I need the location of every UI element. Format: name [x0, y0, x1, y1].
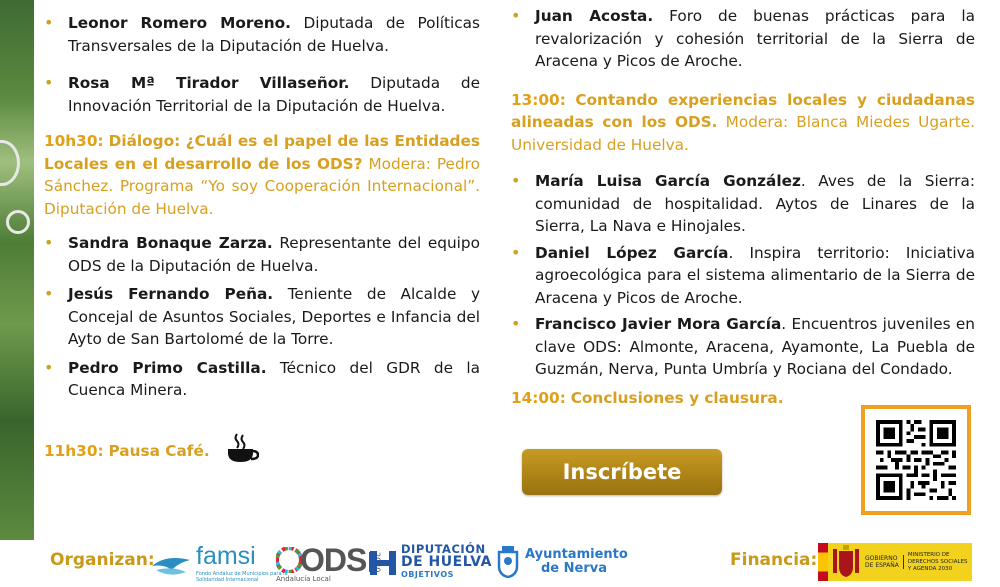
session-heading-pausa: 11h30: Pausa Café. — [44, 432, 480, 471]
left-column — [44, 0, 480, 470]
session-heading-contando: 13:00: Contando experiencias locales y ciudadanas alineadas con los ODS. Modera: Blanca Miedes Ugarte. Universidad de Huelva. — [511, 90, 975, 154]
speaker-item: • Daniel López García. Inspira territorio: Iniciativa agroecológica para el sistema alimentario de la Sierra de Aracena y Picos de Aroche. — [511, 242, 975, 310]
speaker-item: • Pedro Primo Castilla. Técnico del GDR de la Cuenca Minera. — [44, 357, 480, 402]
sdg-wheel-icon — [276, 547, 302, 573]
speaker-item: • Jesús Fernando Peña. Teniente de Alcalde y Concejal de Asuntos Sociales, Deportes e Infancia del Ayto de San Bartolomé de la Torre. — [44, 283, 480, 351]
session-heading-dialogo: 10h30: Diálogo: ¿Cuál es el papel de las Entidades Locales en el desarrollo de los ODS? Modera: Pedro Sánchez. Programa “Yo soy Cooperación Internacional”. Diputación de Huelva. — [44, 132, 480, 218]
speaker-item: • Sandra Bonaque Zarza. Representante del equipo ODS de la Diputación de Huelva. — [44, 232, 480, 277]
speaker-item: • Juan Acosta. Foro de buenas prácticas para la revalorización y cohesión territorial de la Sierra de Aracena y Picos de Aroche. — [511, 5, 975, 73]
decorative-ring — [6, 210, 30, 234]
qr-code[interactable] — [861, 405, 971, 515]
ods-andalucia-logo: ODS Andalucía Local — [276, 542, 381, 582]
background-photo-strip — [0, 0, 34, 540]
famsi-bird-icon — [150, 548, 192, 576]
right-column — [511, 0, 975, 409]
diputacion-h-icon — [368, 547, 398, 577]
organizan-label: Organizan: — [50, 550, 155, 570]
speaker-item: • Leonor Romero Moreno. Diputada de Políticas Transversales de la Diputación de Huelva. — [44, 12, 480, 57]
gobierno-espana-logo: GOBIERNO DE ESPAÑA MINISTERIO DE DERECHOS SOCIALES Y AGENDA 2030 — [818, 543, 972, 581]
royal-coat-of-arms-icon — [831, 545, 861, 579]
spain-flag-icon — [818, 543, 828, 581]
diputacion-huelva-logo: DIPUTACIÓN DE HUELVA OBJETIVOS — [368, 542, 492, 582]
footer — [0, 540, 1000, 587]
qr-code-icon — [876, 420, 956, 500]
session-heading-closing: 14:00: Conclusiones y clausura. — [511, 388, 784, 407]
decorative-ring — [0, 140, 20, 186]
ayuntamiento-nerva-logo: Ayuntamiento de Nerva — [497, 542, 628, 582]
speaker-item: • Rosa Mª Tirador Villaseñor. Diputada de Innovación Territorial de la Diputación de Huelva. — [44, 72, 480, 117]
register-button[interactable]: Inscríbete — [522, 449, 722, 495]
coat-of-arms-icon — [497, 546, 519, 578]
coffee-cup-icon — [225, 432, 259, 471]
famsi-logo: famsi Fondo Andaluz de Municipios para la Solidaridad Internacional — [150, 542, 291, 582]
speaker-item: • Francisco Javier Mora García. Encuentros juveniles en clave ODS: Almonte, Aracena, Ayamonte, La Puebla de Guzmán, Nerva, Punta Umbría y Rociana del Condado. — [511, 313, 975, 381]
speaker-item: • María Luisa García González. Aves de la Sierra: comunidad de hospitalidad. Aytos de Linares de la Sierra, La Nava e Hinojales. — [511, 170, 975, 238]
financia-label: Financia: — [730, 550, 818, 570]
